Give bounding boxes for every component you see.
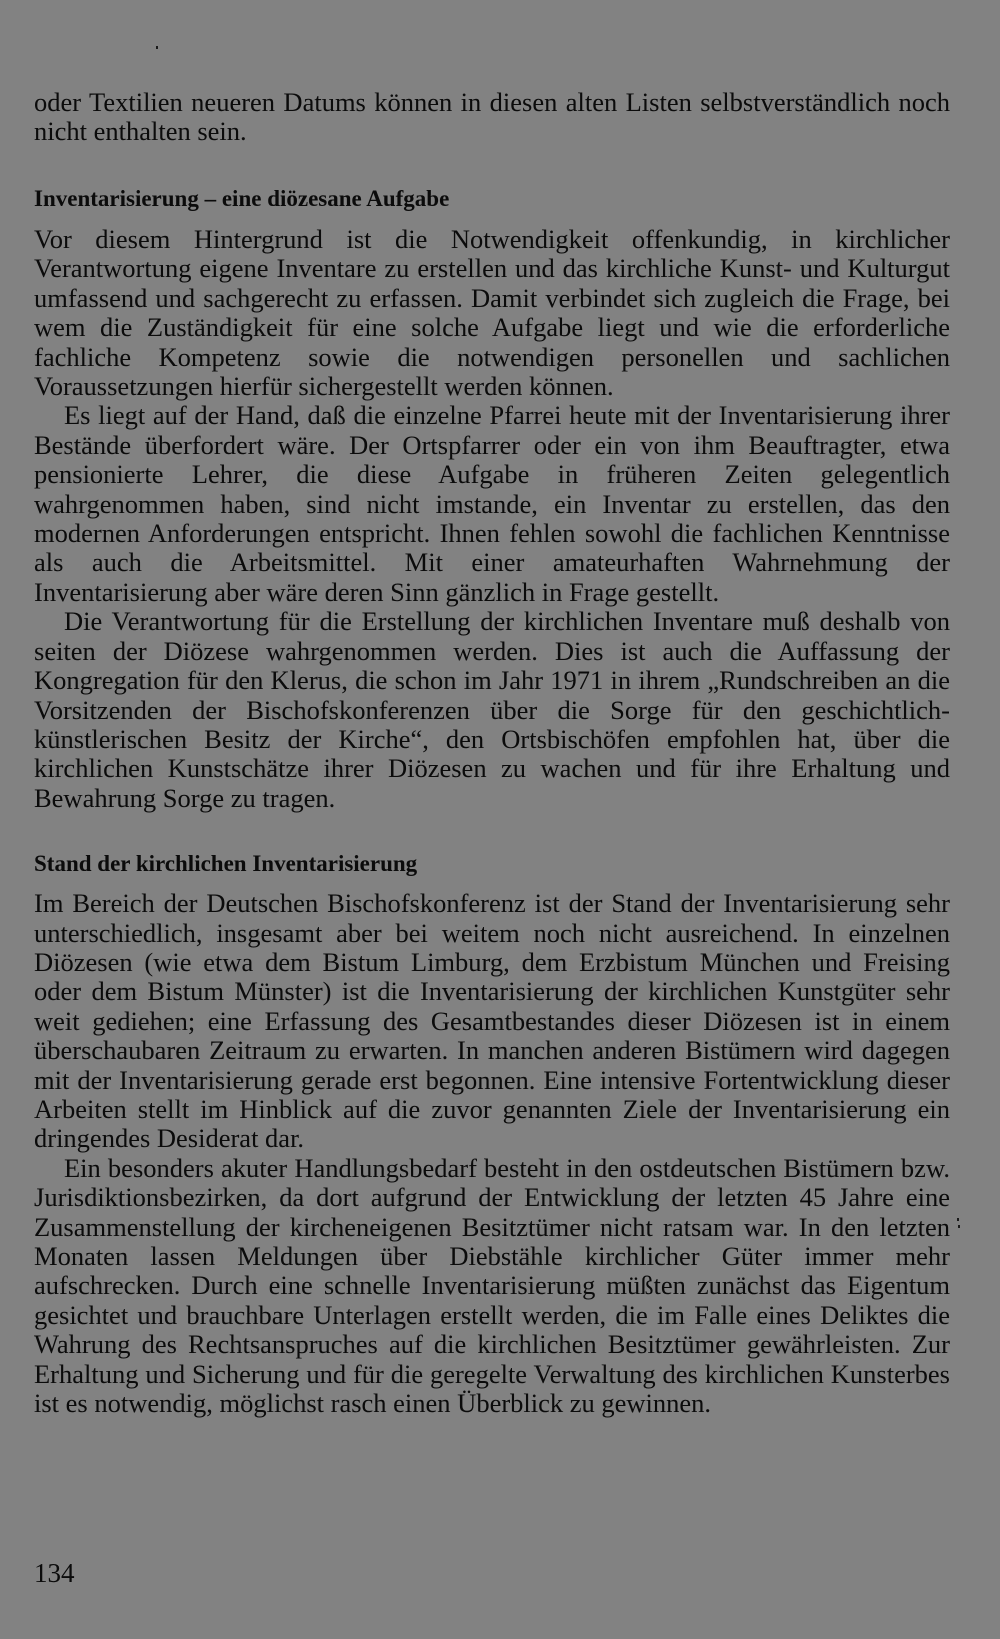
scan-speck (156, 46, 158, 49)
scan-speck (957, 1218, 959, 1221)
paragraph: Es liegt auf der Hand, daß die einzelne Pfarrei heute mit der Inventarisierung ihrer Bestände überfordert wäre. Der Ortspfarrer oder ein von ihm Beauftragter, etwa pensionierte Lehrer, die diese Aufgabe in früheren Zeiten gelegentlich wahrgenommen haben, sind nicht imstande, ein Inventar zu erstellen, das den modernen Anforderungen entspricht. Ihnen fehlen sowohl die fachlichen Kenntnisse als auch die Arbeitsmittel. Mit einer amateurhaften Wahrnehmung der Inventarisierung aber wäre deren Sinn gänzlich in Frage gestellt. (34, 400, 950, 607)
page-content (34, 88, 950, 1418)
intro-paragraph: oder Textilien neueren Datums können in diesen alten Listen selbstverständlich noch nicht enthalten sein. (34, 87, 950, 146)
paragraph: Die Verantwortung für die Erstellung der kirchlichen Inventare muß deshalb von seiten der Diözese wahrgenommen werden. Dies ist auch die Auffassung der Kongregation für den Klerus, die schon im Jahr 1971 in ihrem „Rundschreiben an die Vorsitzenden der Bischofskonferenzen über die Sorge für den geschichtlich-künstlerischen Besitz der Kirche“, den Ortsbischöfen empfohlen hat, über die kirchlichen Kunstschätze ihrer Diözesen zu wachen und für ihre Erhaltung und Bewahrung Sorge zu tragen. (34, 606, 950, 813)
section-body-diocesan-task (34, 225, 950, 813)
scan-speck (958, 1225, 960, 1228)
section-heading-inventory-status: Stand der kirchlichen Inventarisierung (34, 851, 418, 877)
page-number: 134 (34, 1558, 75, 1588)
section-body-inventory-status (34, 889, 950, 1418)
section-heading-diocesan-task: Inventarisierung – eine diözesane Aufgabe (34, 186, 450, 211)
paragraph: Vor diesem Hintergrund ist die Notwendigkeit offenkundig, in kirchlicher Verantwortung eigene Inventare zu erstellen und das kirchliche Kunst- und Kulturgut umfassend und sachgerecht zu erfassen. Damit verbindet sich zugleich die Frage, bei wem die Zuständigkeit für eine solche Aufgabe liegt und wie die erforderliche fachliche Kompetenz sowie die notwendigen personellen und sachlichen Voraussetzungen hierfür sichergestellt werden können. (34, 224, 950, 402)
paragraph: Ein besonders akuter Handlungsbedarf besteht in den ostdeutschen Bistümern bzw. Jurisdiktionsbezirken, da dort aufgrund der Entwicklung der letzten 45 Jahre eine Zusammenstellung der kircheneigenen Besitztümer nicht ratsam war. In den letzten Monaten lassen Meldungen über Diebstähle kirchlicher Güter immer mehr aufschrecken. Durch eine schnelle Inventarisierung müßten zunächst das Eigentum gesichtet und brauchbare Unterlagen erstellt werden, die im Falle eines Deliktes die Wahrung des Rechtsanspruches auf die kirchlichen Besitztümer gewährleisten. Zur Erhaltung und Sicherung und für die geregelte Verwaltung des kirchlichen Kunsterbes ist es notwendig, möglichst rasch einen Überblick zu gewinnen. (34, 1152, 950, 1419)
paragraph: Im Bereich der Deutschen Bischofskonferenz ist der Stand der Inventarisierung sehr unterschiedlich, insgesamt aber bei weitem noch nicht ausreichend. In einzelnen Diözesen (wie etwa dem Bistum Limburg, dem Erzbistum München und Freising oder dem Bistum Münster) ist die Inventarisierung der kirchlichen Kunstgüter sehr weit gediehen; eine Erfassung des Gesamtbestandes dieser Diözesen ist in einem überschaubaren Zeitraum zu erwarten. In manchen anderen Bistümern wird dagegen mit der Inventarisierung gerade erst begonnen. Eine intensive Fortentwicklung dieser Arbeiten stellt im Hinblick auf die zuvor genannten Ziele der Inventarisierung ein dringendes Desiderat dar. (34, 888, 950, 1154)
